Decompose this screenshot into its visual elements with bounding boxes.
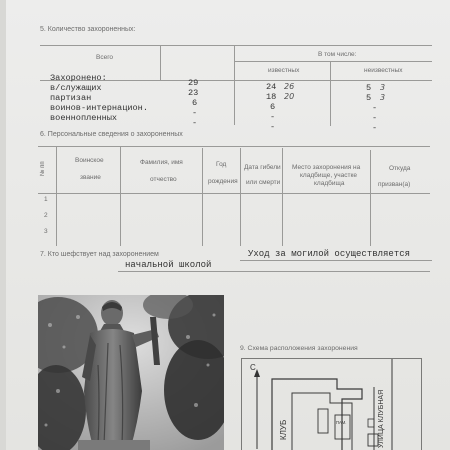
s6-line-head (38, 193, 430, 194)
s5-row-label: воинов-интернацион. (50, 103, 148, 113)
s5-row-total: - (192, 118, 198, 128)
page-shadow-edge (0, 0, 6, 450)
s5-row-label: партизан (50, 93, 92, 103)
s5-vline-unknown (330, 62, 331, 126)
s5-row-known: 6 (270, 102, 276, 112)
s6-col-place: кладбище, участке (300, 172, 357, 179)
scheme-compass-label: С (250, 363, 256, 372)
s6-vline (202, 148, 203, 246)
s5-unknown-handwritten: 3 (380, 83, 386, 92)
s6-col-rank: звание (80, 174, 101, 181)
s6-col-name: отчество (150, 176, 177, 183)
s5-row-unknown: - (372, 103, 378, 113)
section6-title: 6. Персональные сведения о захороненных (40, 131, 183, 138)
s5-row-unknown: - (372, 123, 378, 133)
s6-row-num: 2 (44, 212, 48, 219)
s7-text-line1: Уход за могилой осуществляется (248, 249, 411, 259)
s5-known-handwritten: 20 (284, 92, 295, 101)
s7-text-line2: начальной школой (125, 260, 212, 270)
s5-col-total: Всего (96, 54, 114, 61)
s5-row-known: - (270, 122, 276, 132)
s6-col-num: № пп (40, 161, 46, 176)
s6-col-rank: Воинское (75, 157, 104, 164)
location-scheme-frame (241, 358, 422, 450)
s5-row-unknown: - (372, 113, 378, 123)
s5-vline-known (234, 45, 235, 125)
s5-row-label: Захоронено: (50, 73, 107, 83)
section7-title: 7. Кто шефствует над захоронением (40, 251, 159, 258)
s5-row-unknown: 5 (366, 83, 372, 93)
section9-title: 9. Схема расположения захоронения (240, 345, 358, 352)
location-scheme-diagram (242, 359, 421, 450)
s7-underline-2 (118, 271, 430, 272)
s6-col-death: Дата гибели (244, 164, 281, 171)
s5-row-total: - (192, 108, 198, 118)
s6-col-birth: рождения (208, 178, 238, 185)
s5-row-known: 24 (266, 82, 277, 92)
s5-row-total: 6 (192, 98, 198, 108)
s5-row-total: 29 (188, 78, 199, 88)
scheme-street-right: УЛИЦА КЛУБНАЯ (378, 389, 385, 448)
scheme-monument-label: ПАМ. (336, 420, 347, 425)
s5-known-handwritten: 26 (284, 82, 295, 91)
s6-vline (56, 146, 57, 246)
s6-col-death: или смерти (246, 179, 281, 186)
s6-row-num: 3 (44, 228, 48, 235)
s6-row-num: 1 (44, 196, 48, 203)
s6-col-name: Фамилия, имя (140, 159, 183, 166)
s6-vline (282, 148, 283, 246)
s5-line-sub (234, 61, 432, 62)
s6-col-place: Место захоронения на (292, 164, 361, 171)
s5-col-incl: В том числе: (318, 51, 357, 58)
s5-unknown-handwritten: 3 (380, 93, 386, 102)
monument-photo (38, 295, 224, 450)
section5-title: 5. Количество захороненных: (40, 26, 136, 33)
s6-vline (370, 150, 371, 246)
s6-vline (120, 146, 121, 246)
monument-photo-image (38, 295, 224, 450)
s5-row-known: 18 (266, 92, 277, 102)
s6-col-birth: Год (216, 161, 227, 168)
s6-vline (240, 148, 241, 246)
s5-col-unknown: неизвестных (364, 67, 403, 74)
s5-row-label: в/служащих (50, 83, 102, 93)
s5-row-total: 23 (188, 88, 199, 98)
s7-underline-1 (240, 260, 432, 261)
s5-vline-total (160, 45, 161, 80)
s6-line-top (38, 146, 430, 147)
s6-col-from: призван(а) (378, 181, 411, 188)
s5-line-top (40, 45, 432, 46)
s6-col-place: кладбища (314, 180, 345, 187)
s5-row-known: - (270, 112, 276, 122)
s5-row-label: военнопленных (50, 113, 118, 123)
s5-col-known: известных (268, 67, 300, 74)
scheme-street-left: КЛУБ (279, 419, 288, 440)
s5-row-unknown: 5 (366, 93, 372, 103)
s6-col-from: Откуда (389, 165, 411, 172)
